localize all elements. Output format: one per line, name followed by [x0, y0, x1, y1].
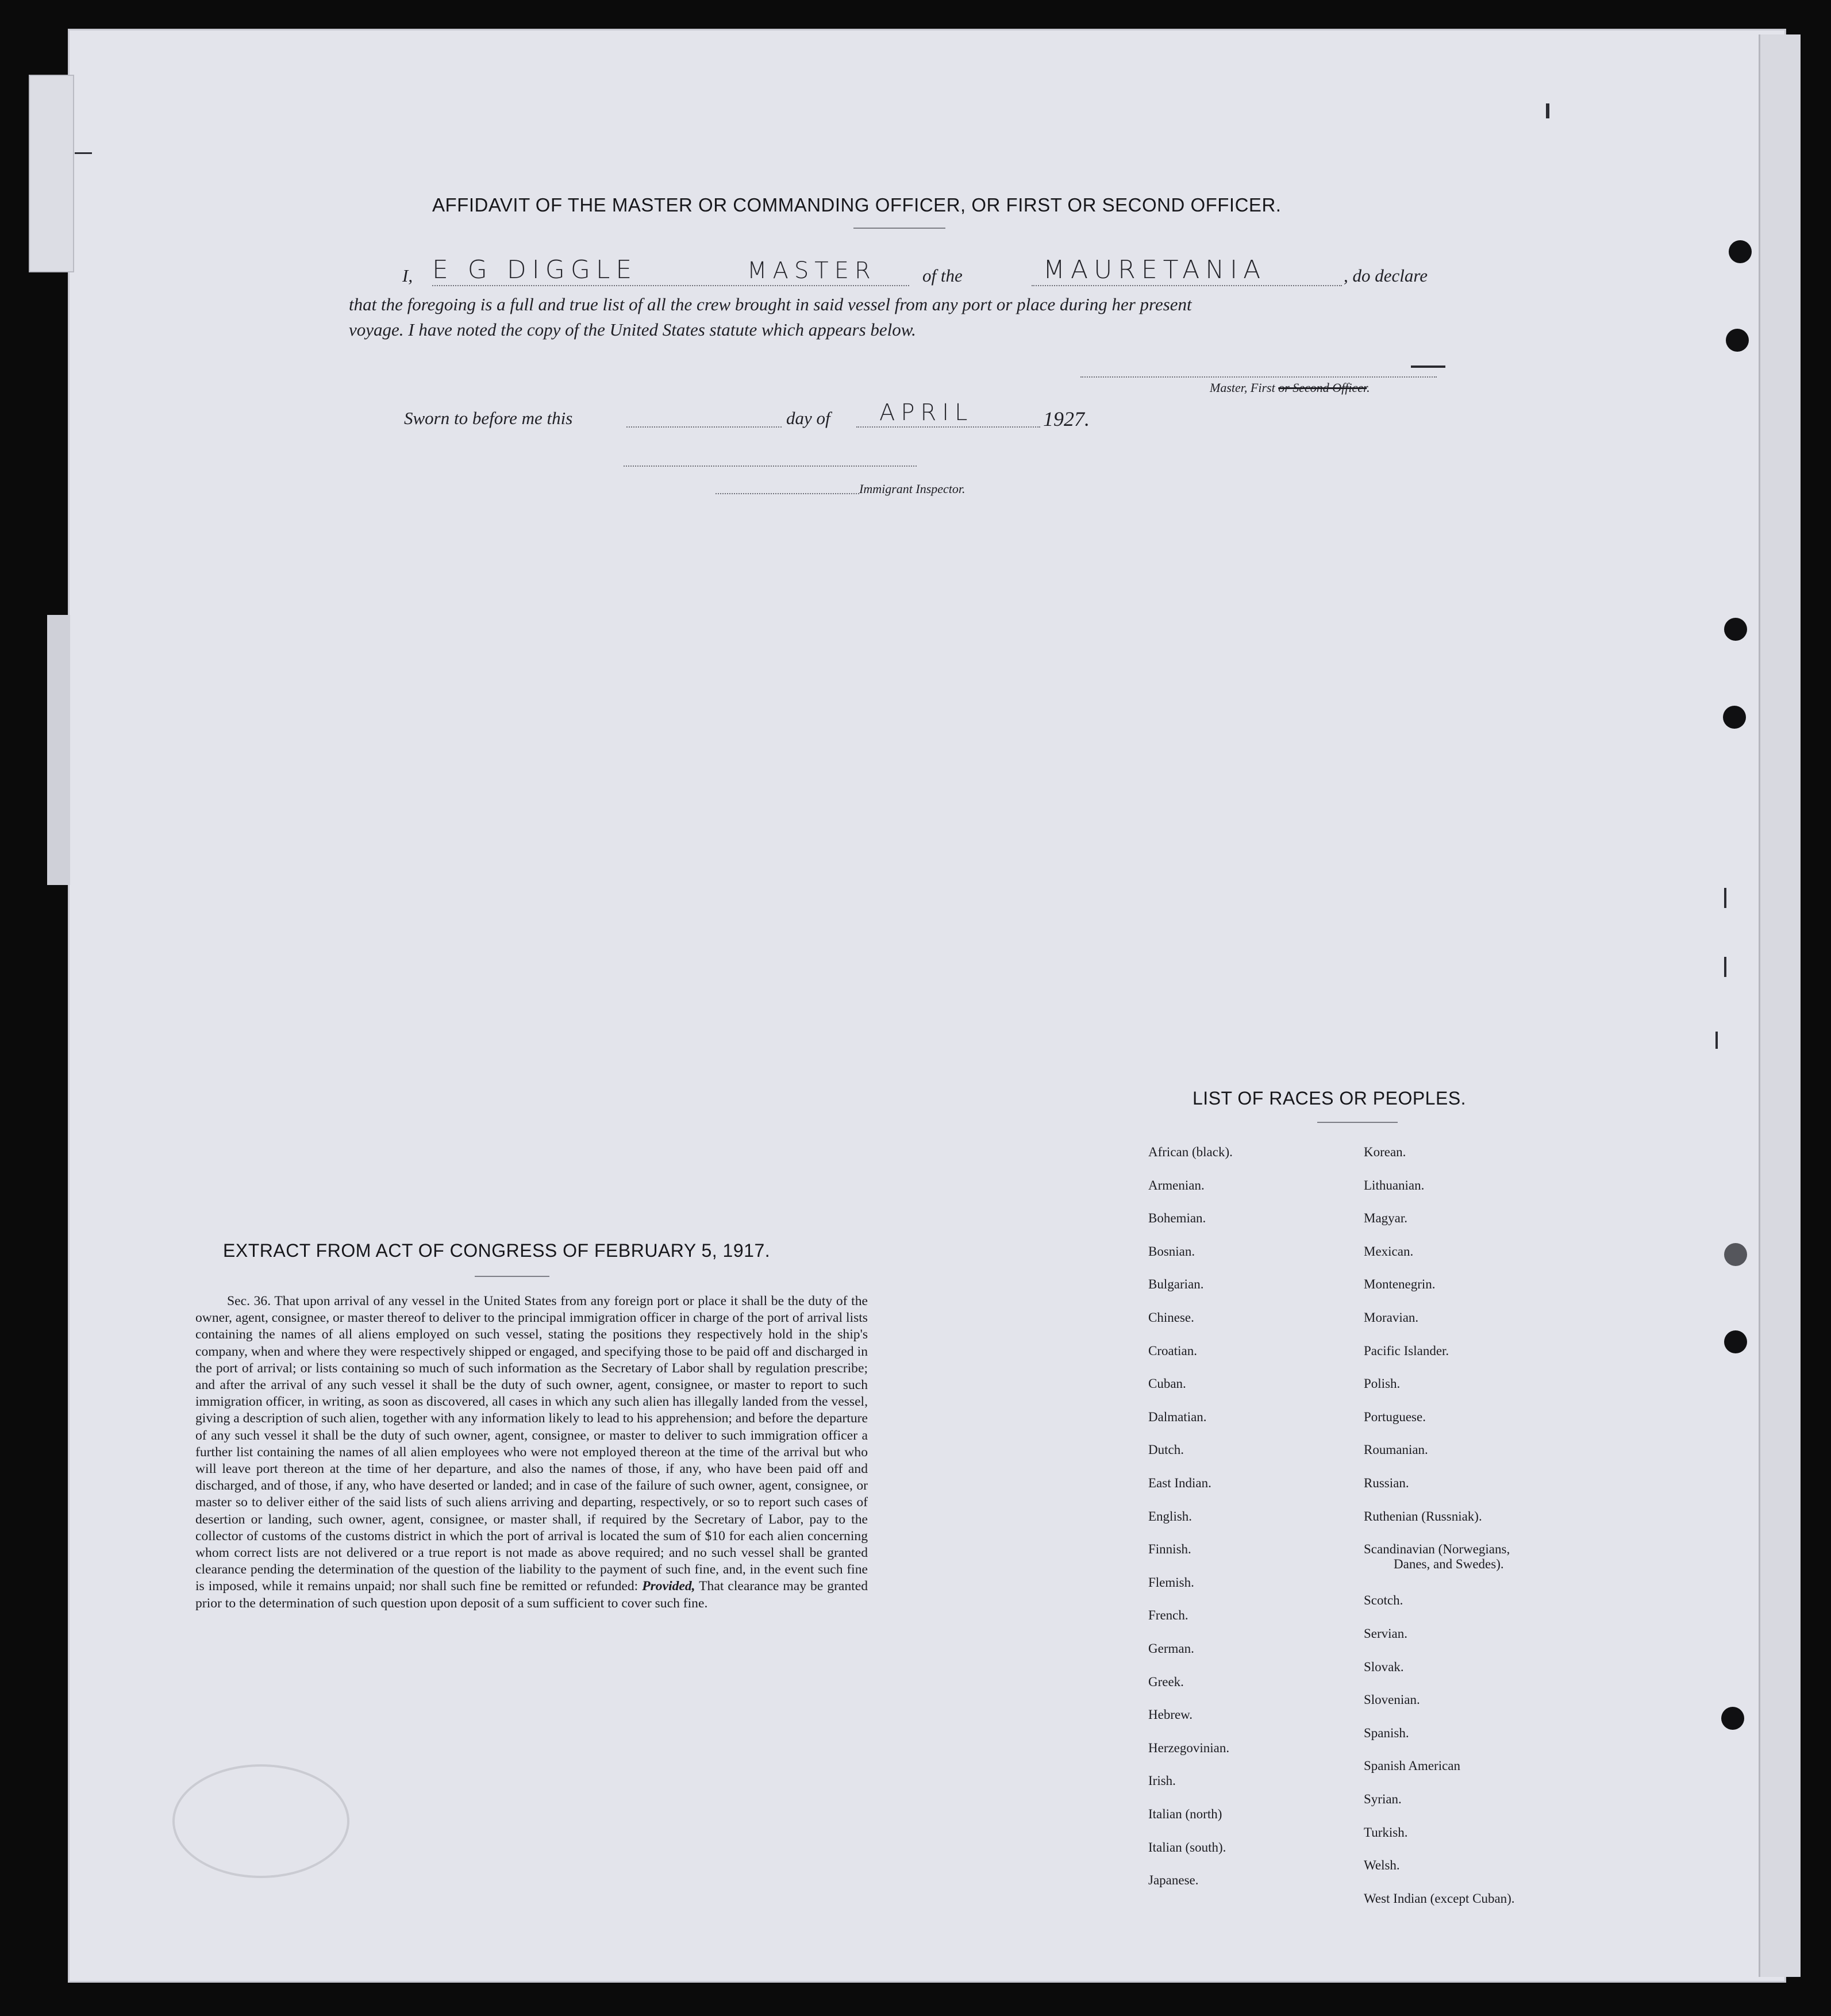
day-line — [626, 426, 782, 428]
position-handwritten: MASTER — [747, 257, 876, 284]
race-item: West Indian (except Cuban). — [1364, 1891, 1515, 1906]
document-page — [68, 29, 1786, 1983]
extract-title: EXTRACT FROM ACT OF CONGRESS OF FEBRUARY 5, 1917. — [223, 1240, 771, 1261]
race-item: Scotch. — [1364, 1593, 1403, 1608]
day-of-text: day of — [786, 408, 830, 428]
signature-label-first: First — [1250, 380, 1275, 395]
race-item: Chinese. — [1148, 1310, 1194, 1325]
race-item: Pacific Islander. — [1364, 1343, 1449, 1358]
race-item: English. — [1148, 1509, 1193, 1523]
race-item: Scandinavian (Norwegians, — [1364, 1542, 1510, 1557]
races-title: LIST OF RACES OR PEOPLES. — [1193, 1088, 1467, 1109]
ink-mark — [1724, 957, 1726, 977]
signature-label-end: . — [1367, 380, 1370, 395]
race-item: Dalmatian. — [1148, 1409, 1207, 1424]
race-item: Bosnian. — [1148, 1244, 1195, 1259]
inspector-line — [716, 493, 859, 494]
race-item: Dutch. — [1148, 1442, 1184, 1457]
race-item: German. — [1148, 1641, 1194, 1656]
ink-mark — [1724, 888, 1726, 908]
race-item: Ruthenian (Russniak). — [1364, 1509, 1482, 1523]
race-item: Spanish American — [1364, 1759, 1460, 1773]
race-item: Magyar. — [1364, 1211, 1408, 1226]
month-handwritten: APRIL — [879, 399, 974, 426]
signature-label-struck: or Second Officer — [1278, 380, 1367, 395]
race-item: Russian. — [1364, 1476, 1409, 1490]
race-item: Cuban. — [1148, 1376, 1186, 1391]
inspector-top-line — [624, 465, 917, 467]
ink-mark — [1715, 1032, 1718, 1049]
race-item: Finnish. — [1148, 1542, 1191, 1557]
race-item: Greek. — [1148, 1674, 1184, 1689]
races-title-rule — [1317, 1122, 1398, 1123]
race-item: Italian (north) — [1148, 1807, 1222, 1821]
punch-hole — [1724, 1243, 1747, 1266]
vessel-line — [1032, 285, 1342, 286]
race-item: Flemish. — [1148, 1575, 1194, 1590]
ink-mark — [75, 152, 92, 154]
race-item: Slovenian. — [1364, 1692, 1420, 1707]
binding-tab — [29, 75, 74, 272]
title-rule — [853, 228, 945, 229]
punch-hole — [1726, 329, 1749, 352]
race-item: Croatian. — [1148, 1343, 1197, 1358]
signature-label — [1210, 380, 1370, 395]
year-text: 1927. — [1043, 407, 1090, 430]
signature-mark — [1411, 366, 1445, 368]
race-item: Bulgarian. — [1148, 1277, 1204, 1292]
race-item: Servian. — [1364, 1626, 1408, 1641]
affidavit-line1-prefix: I, — [402, 266, 413, 286]
race-item: Turkish. — [1364, 1825, 1408, 1840]
race-item: Irish. — [1148, 1773, 1176, 1788]
extract-body — [195, 1293, 868, 1612]
race-item: Montenegrin. — [1364, 1277, 1436, 1292]
race-item: Bohemian. — [1148, 1211, 1206, 1226]
vessel-handwritten: MAURETANIA — [1043, 255, 1267, 284]
month-line — [856, 426, 1040, 428]
extract-text-part1: That upon arrival of any vessel in the United States from any foreign port or place it shall be the duty of the owner, agent, consignee, or master thereof to deliver to the principal immigration officer in charge of the port of arrival lists containing the names of all aliens employed on such vessel, stating the positions they respectively hold in the ship's company, when and where they were respectively shipped or engaged, and specifying those to be paid off and discharged in the port of arrival; or lists containing so much of such information as the Secretary of Labor shall by regulation prescribe; and after the arrival of any such vessel it shall be the duty of such owner, agent, consignee, or master to report to such immigration officer, in writing, as soon as discovered, all cases in which any such alien has illegally landed from the vessel, giving a description of such alien, together with any information likely to lead to his apprehension; and before the departure of any such vessel it shall be the duty of such owner, agent, consignee, or master to deliver to such immigration officer a further list containing the names of all alien employees who were not employed thereon at the time of the arrival but who will leave port thereon at the time of her departure, and also the names of those, if any, who have been paid off and discharged, and of those, if any, who have deserted or landed; and in case of the failure of such owner, agent, consignee, or master so to deliver either of the said lists of such aliens arriving and departing, respectively, or so to report such cases of desertion or landing, such owner, agent, consignee, or master shall, if required by the Secretary of Labor, pay to the collector of customs of the customs district in which the port of arrival is located the sum of $10 for each alien concerning whom correct lists are not delivered or a true report is not made as above required; and no such vessel shall be granted clearance pending the determination of the question of the liability to the payment of such fine, and, in the event such fine is imposed, while it remains unpaid; nor shall such fine be remitted or refunded: — [195, 1294, 868, 1594]
race-item: Portuguese. — [1364, 1409, 1426, 1424]
extract-title-rule — [475, 1276, 549, 1277]
race-item: Armenian. — [1148, 1178, 1205, 1192]
of-the-text: of the — [922, 266, 963, 286]
inspector-label: Immigrant Inspector. — [859, 482, 965, 496]
name-line — [432, 285, 909, 286]
punch-hole — [1724, 618, 1747, 641]
sworn-prefix: Sworn to before me this — [404, 408, 573, 428]
race-item: Lithuanian. — [1364, 1178, 1425, 1192]
race-item: Italian (south). — [1148, 1840, 1226, 1855]
affidavit-line2: that the foregoing is a full and true list of all the crew brought in said vessel from any port or place during her present — [349, 294, 1192, 314]
punch-hole — [1723, 706, 1746, 729]
race-item: African (black). — [1148, 1145, 1233, 1159]
race-item: Welsh. — [1364, 1858, 1400, 1873]
race-item: Syrian. — [1364, 1792, 1402, 1806]
signature-line — [1080, 376, 1437, 378]
race-item: Slovak. — [1364, 1659, 1404, 1674]
provided-word: Provided, — [642, 1579, 695, 1594]
affidavit-title: AFFIDAVIT OF THE MASTER OR COMMANDING OFFICER, OR FIRST OR SECOND OFFICER. — [432, 194, 1282, 216]
signature-label-master: Master, — [1210, 380, 1248, 395]
race-item: Spanish. — [1364, 1725, 1409, 1740]
faded-stamp — [172, 1764, 349, 1878]
extract-text-part2: That clearance may be granted prior to the determination of such question upon deposit of a sum sufficient to cover such fine. — [195, 1579, 868, 1611]
punch-hole — [1729, 240, 1752, 263]
do-declare-text: , do declare — [1344, 266, 1428, 286]
page-edge — [1759, 34, 1801, 1977]
race-item: Korean. — [1364, 1145, 1406, 1159]
punch-hole — [1721, 1707, 1744, 1730]
race-item: Polish. — [1364, 1376, 1401, 1391]
punch-hole — [1724, 1330, 1747, 1353]
race-item: Moravian. — [1364, 1310, 1419, 1325]
race-item: Mexican. — [1364, 1244, 1414, 1259]
race-item: Roumanian. — [1364, 1442, 1428, 1457]
race-item: Herzegovinian. — [1148, 1740, 1230, 1755]
affidavit-line3: voyage. I have noted the copy of the United States statute which appears below. — [349, 320, 916, 340]
race-item: French. — [1148, 1608, 1188, 1623]
race-item: East Indian. — [1148, 1476, 1211, 1490]
race-item: Hebrew. — [1148, 1707, 1193, 1722]
race-item: Japanese. — [1148, 1873, 1199, 1888]
master-name-handwritten: E G DIGGLE — [432, 255, 638, 284]
race-item: Danes, and Swedes). — [1394, 1557, 1504, 1572]
section-label: Sec. 36. — [227, 1294, 271, 1309]
ink-mark — [1546, 103, 1549, 118]
binding-tab-shadow — [47, 615, 70, 885]
